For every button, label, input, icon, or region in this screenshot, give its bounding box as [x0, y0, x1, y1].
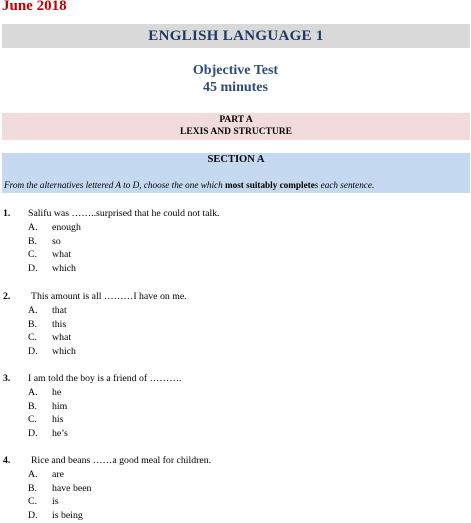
- part-label: PART A: [219, 115, 253, 125]
- part-banner: [2, 113, 470, 140]
- question-1: [0, 208, 471, 276]
- option-a[interactable]: [0, 469, 471, 483]
- option-text: is: [52, 496, 59, 508]
- option-text: what: [52, 332, 72, 344]
- option-letter: B.: [28, 318, 37, 330]
- option-d[interactable]: [0, 428, 471, 442]
- option-letter: A.: [28, 305, 38, 316]
- paper-heading: [0, 62, 471, 96]
- option-letter: B.: [28, 400, 37, 412]
- option-text: that: [52, 305, 67, 316]
- exam-date: June 2018: [2, 0, 67, 14]
- option-text: which: [52, 345, 76, 357]
- option-letter: D.: [28, 427, 38, 439]
- question-number: 4.: [3, 455, 11, 466]
- option-c[interactable]: [0, 249, 471, 263]
- instruction-text-suffix: s: [314, 180, 319, 190]
- question-number: 1.: [3, 208, 11, 219]
- option-text: have been: [52, 482, 92, 494]
- option-letter: C.: [28, 249, 37, 261]
- option-text: this: [52, 318, 67, 330]
- option-letter: A.: [28, 222, 38, 233]
- option-b[interactable]: [0, 483, 471, 497]
- instruction-text-end: each sentence.: [318, 180, 375, 190]
- question-stem: Rice and beans ……a good meal for children.: [31, 455, 212, 466]
- option-text: is being: [52, 509, 83, 521]
- question-3: [0, 373, 471, 441]
- option-text: his: [52, 414, 64, 426]
- option-text: he: [52, 387, 62, 398]
- question-number: 3.: [3, 373, 11, 384]
- section-banner: [2, 153, 470, 193]
- option-text: he’s: [52, 427, 68, 439]
- option-text: so: [52, 235, 61, 247]
- instruction-text-start: From the alternatives lettered A to D, choose the one which: [4, 180, 225, 190]
- option-letter: C.: [28, 496, 37, 508]
- option-a[interactable]: [0, 222, 471, 236]
- option-letter: B.: [28, 482, 37, 494]
- section-instruction: [4, 180, 374, 190]
- option-c[interactable]: [0, 414, 471, 428]
- option-text: enough: [52, 222, 81, 233]
- question-2: [0, 291, 471, 359]
- option-letter: A.: [28, 469, 38, 480]
- paper-title: Objective Test: [192, 63, 279, 78]
- question-stem: Salifu was ……..surprised that he could not talk.: [28, 208, 220, 219]
- option-c[interactable]: [0, 332, 471, 346]
- question-4: [0, 455, 471, 523]
- option-a[interactable]: [0, 387, 471, 401]
- option-letter: B.: [28, 235, 37, 247]
- question-number: 2.: [3, 291, 11, 302]
- option-letter: A.: [28, 387, 38, 398]
- question-stem: I am told the boy is a friend of ……….: [28, 373, 182, 384]
- subject-banner: [2, 24, 470, 48]
- part-title: LEXIS AND STRUCTURE: [180, 127, 292, 137]
- option-letter: C.: [28, 414, 37, 426]
- section-label: SECTION A: [207, 154, 265, 165]
- option-text: what: [52, 249, 72, 261]
- option-d[interactable]: [0, 346, 471, 360]
- instruction-text-bold: most suitably complete: [224, 180, 315, 190]
- option-b[interactable]: [0, 319, 471, 333]
- option-b[interactable]: [0, 401, 471, 415]
- option-text: him: [52, 400, 68, 412]
- option-letter: D.: [28, 509, 38, 521]
- option-c[interactable]: [0, 496, 471, 510]
- option-letter: D.: [28, 262, 38, 274]
- option-letter: D.: [28, 345, 38, 357]
- paper-duration: 45 minutes: [203, 80, 268, 95]
- subject-title: ENGLISH LANGUAGE 1: [148, 27, 324, 44]
- option-d[interactable]: [0, 510, 471, 523]
- option-a[interactable]: [0, 305, 471, 319]
- option-d[interactable]: [0, 263, 471, 277]
- option-letter: C.: [28, 332, 37, 344]
- option-text: which: [52, 262, 76, 274]
- question-stem: This amount is all ………I have on me.: [31, 291, 187, 302]
- option-text: are: [52, 469, 64, 480]
- option-b[interactable]: [0, 236, 471, 250]
